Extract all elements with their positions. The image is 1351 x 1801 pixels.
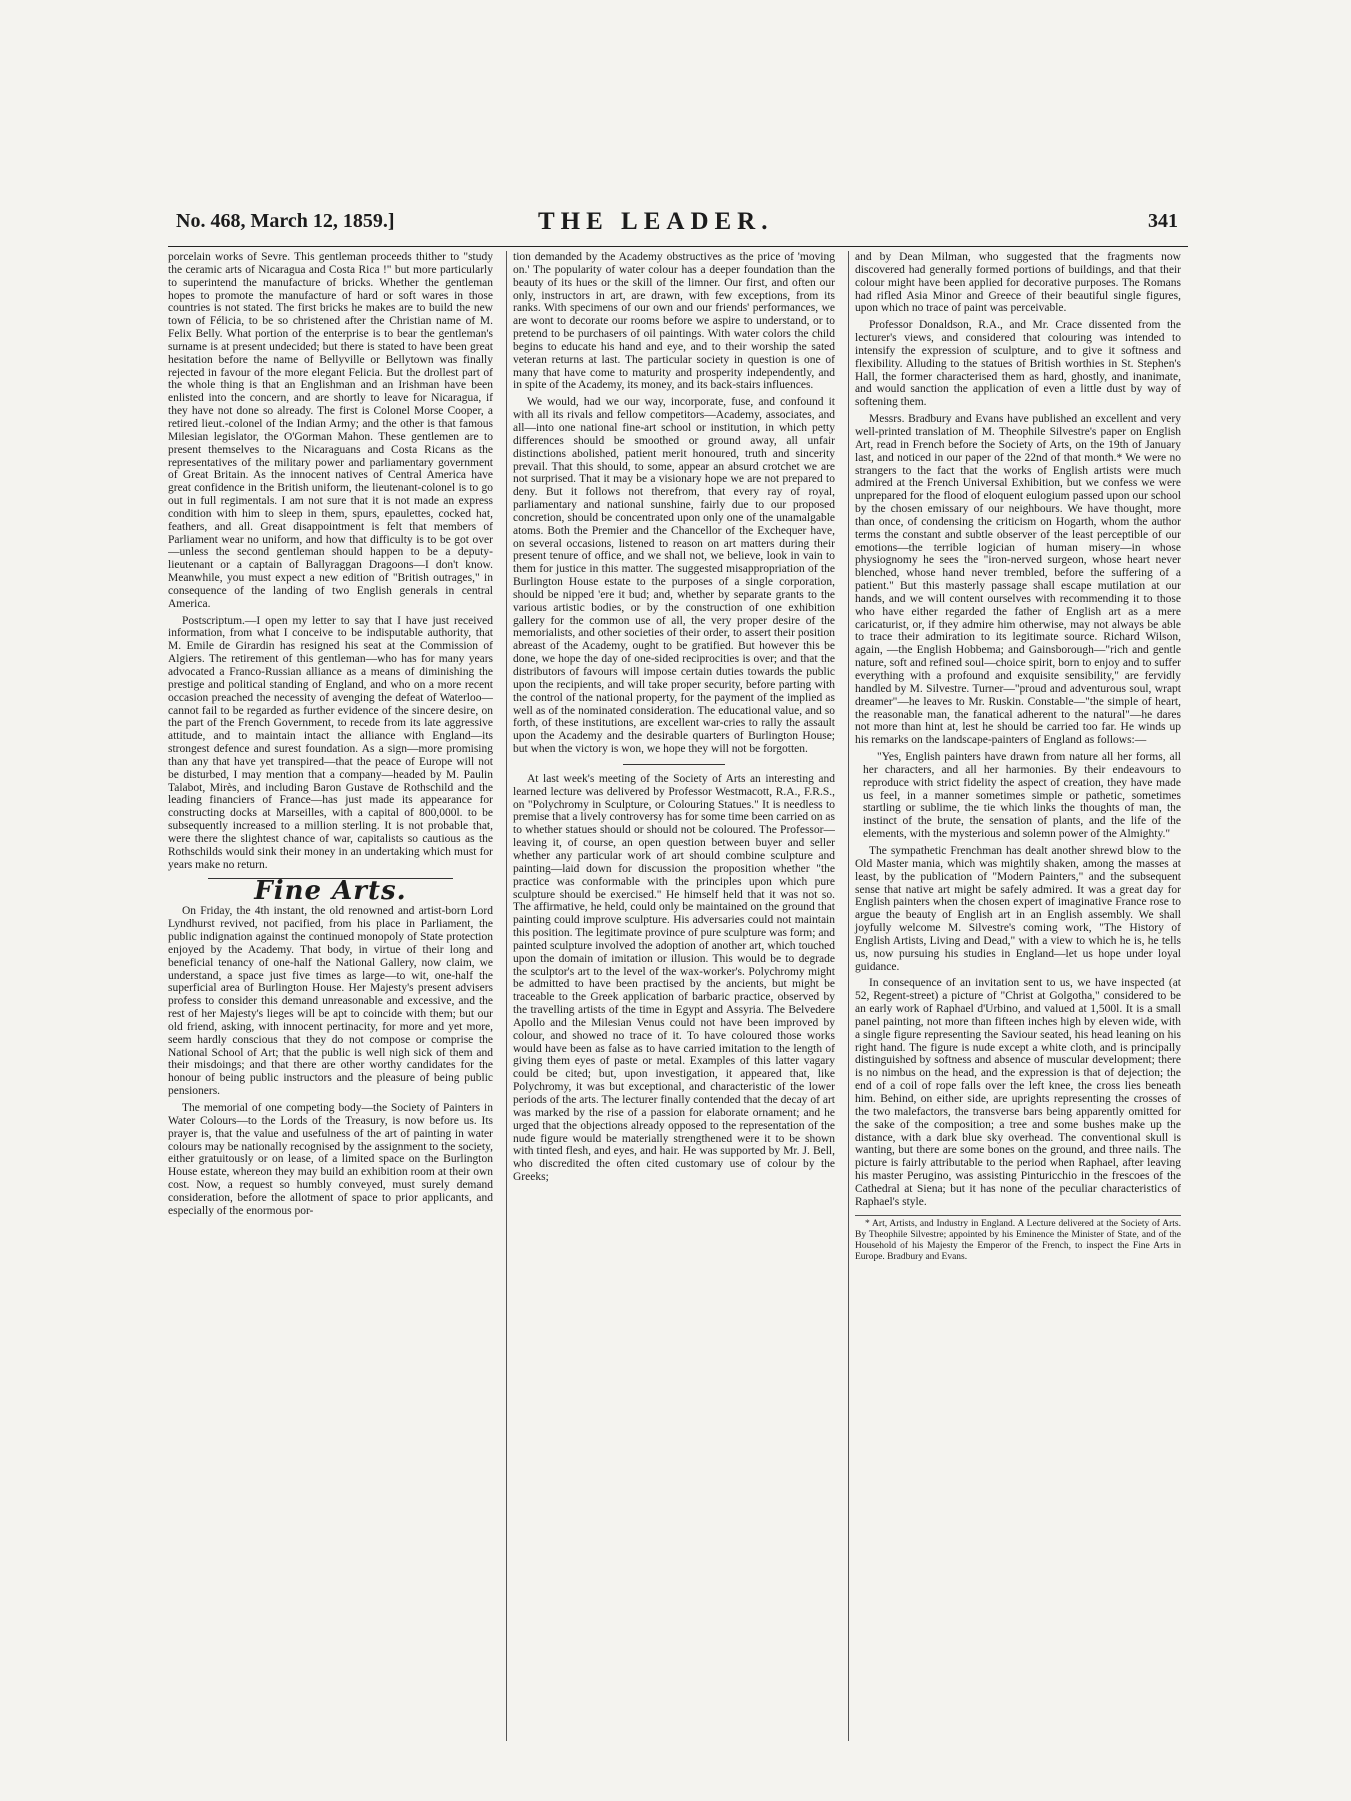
newspaper-page	[168, 208, 1188, 1262]
paragraph: On Friday, the 4th instant, the old renowned and artist-born Lord Lyndhurst revived, not pacified, from his place in Parliament, the public indignation against the continued monopoly of State protection enjoyed by the Academy. That body, in virtue of their long and beneficial tenancy of one-half the National Gallery, now claim, we understand, a space just five times as large—to wit, one-half the superficial area of Burlington House. Her Majesty's present advisers profess to consider this demand unreasonable and excessive, and the rest of her Majesty's lieges will be apt to coincide with them; but our old friend, asking, with innocent pertinacity, for more and yet more, seem hardly conscious that they do not compose or comprise the National School of Art; that the public is well nigh sick of them and their misdoings; and that there are other worthy candidates for the honour of being public instructors and the pleasure of being public pensioners.	[168, 905, 493, 1098]
paragraph: In consequence of an invitation sent to us, we have inspected (at 52, Regent-street) a picture of "Christ at Golgotha," considered to be an early work of Raphael d'Urbino, and valued at 1,500l. It is a small panel painting, not more than fifteen inches high by eleven wide, with a single figure representing the Saviour seated, his head leaning on his right hand. The figure is nude except a white cloth, and is principally distinguished by softness and absence of muscular development; there is no nimbus on the head, and the expression is that of dejection; the end of a coil of rope falls over the left knee, the cross lies beneath him. Behind, on either side, are uprights representing the crosses of the two malefactors, the transverse bars being apparently omitted for the sake of the composition; a tree and some bushes make up the distance, with a dark blue sky overhead. The conventional skull is wanting, but there are some bones on the ground, and three nails. The picture is fairly attributable to the period when Raphael, after leaving his master Perugino, was assisting Pinturicchio in the frescoes of the Cathedral at Siena; but it has none of the peculiar characteristics of Raphael's style.	[855, 977, 1181, 1208]
paragraph: The memorial of one competing body—the Society of Painters in Water Colours—to the Lords of the Treasury, is now before us. Its prayer is, that the value and usefulness of the art of painting in water colours may be nationally recognised by the assignment to the society, either gratuitously or on lease, of a limited space on the Burlington House estate, whereon they may build an exhibition room at their own cost. Now, a request so humbly conveyed, must surely demand consideration, before the allotment of space to prior applicants, and especially of the enormous por-	[168, 1102, 493, 1217]
masthead-title: THE LEADER.	[538, 208, 774, 235]
issue-date: No. 468, March 12, 1859.]	[176, 210, 395, 232]
paragraph: We would, had we our way, incorporate, fuse, and confound it with all its rivals and fellow competitors—Academy, associates, and all—into one national fine-art school or institution, in which petty differences should be smoothed or ground away, all unfair distinctions abolished, patient merit honoured, truth and sincerity prevail. That this should, to some, appear an absurd crotchet we are not surprised. That it may be a visionary hope we are not prepared to deny. But it follows not therefrom, that every ray of royal, parliamentary and national sunshine, fairly due to our proposed concretion, should be concentrated upon only one of the unamalgable atoms. Both the Premier and the Chancellor of the Exchequer have, on several occasions, listened to reason on art matters during their present tenure of office, and we shall not, we believe, look in vain to them for justice in this matter. The suggested misappropriation of the Burlington House estate to the purposes of a single corporation, should be nipped 'ere it bud; and, whether by separate grants to the various artistic bodies, or by the construction of one exhibition gallery for the common use of all, the very proper desire of the memorialists, and other societies of their order, to assert their position abreast of the Academy, ought to be gratified. But however this be done, we hope the day of one-sided reciprocities is over; and that the distributors of favours will impose certain duties towards the public upon the recipients, and will take proper security, before parting with the control of the national property, for the payment of the implied as well as of the nominated consideration. The educational value, and so forth, of these institutions, are excellent war-cries to rally the assault upon the Academy and the desirable quarters of Burlington House; but when the victory is won, we hope they will not be forgotten.	[513, 396, 835, 756]
paragraph: Professor Donaldson, R.A., and Mr. Crace dissented from the lecturer's views, and considered that colouring was intended to intensify the expression of sculpture, and to give it softness and flexibility. Alluding to the statues of British worthies in St. Stephen's Hall, the former characterised them as hard, ghostly, and inanimate, and would sanction the application of even a little dust by way of softening them.	[855, 319, 1181, 409]
paragraph: tion demanded by the Academy obstructives as the price of 'moving on.' The popularity of water colour has a deeper foundation than the beauty of its hues or the skill of the limner. Our first, and often our only, instructors in art, are drawn, with few exceptions, from its ranks. With specimens of our own and our friends' performances, we are wont to decorate our rooms before we aspire to understand, or to pretend to be purchasers of oil paintings. With water colors the child begins to educate his hand and eye, and to their worship the sated veteran returns at last. The particular society in question is one of many that have come to maturity and prosperity independently, and in spite of the Academy, its money, and its back-stairs influences.	[513, 251, 835, 392]
page-number: 341	[1148, 210, 1178, 232]
footnote-text: * Art, Artists, and Industry in England. A Lecture delivered at the Society of Arts. By Theophile Silvestre; appointed by his Eminence the Minister of State, and of the Household of his Majesty the Emperor of the French, to inspect the Fine Arts in Europe. Bradbury and Evans.	[855, 1218, 1181, 1262]
paragraph: At last week's meeting of the Society of Arts an interesting and learned lecture was delivered by Professor Westmacott, R.A., F.R.S., on "Polychromy in Sculpture, or Colouring Statues." It is needless to premise that a lively controversy has for some time been carried on as to whether statues should or should not be coloured. The Professor—leaving it, of course, an open question between buyer and seller whether any particular work of art should combine sculpture and painting—laid down for discussion the proposition whether "the practice was conformable with the principles upon which pure sculpture should be exercised." He himself held that it was not so. The affirmative, he held, could only be maintained on the ground that painting could improve sculpture. His adversaries could not maintain this position. The legitimate province of pure sculpture was form; and painted sculpture involved the adoption of another art, which touched upon the domain of imitation or illusion. This would be to degrade the sculptor's art to the level of the wax-worker's. Polychromy might be admitted to have been practised by the ancients, but might be traceable to the Greek application of barbaric practice, observed by the travelling artists of the time in Egypt and Assyria. The Belvedere Apollo and the Milesian Venus could not have been improved by colour, and showed no trace of it. To have coloured those works would have been as false as to have carried imitation to the length of giving them eyes of paste or metal. Examples of this latter vagary could be cited; but, upon investigation, it appeared that, like Polychromy, it was but exceptional, and characteristic of the lower periods of the arts. The lecturer finally contended that the decay of art was marked by the rise of a passion for elaborate ornament; and he urged that the objections already opposed to the representation of the nude figure would be materially strengthened were it to be shown with tinted flesh, and eyes, and hair. He was supported by Mr. J. Bell, who discredited the often cited customary use of colour by the Greeks;	[513, 772, 835, 1184]
footnote	[855, 1215, 1181, 1263]
paragraph: porcelain works of Sevre. This gentleman proceeds thither to "study the ceramic arts of Nicaragua and Costa Rica !" but more particularly to superintend the manufacture of bricks. Whether the gentleman hopes to promote the manufacture of hard or soft wares in those countries is not stated. The first bricks he makes are to build the new town of Félicia, to be so christened after the Christian name of M. Felix Belly. What portion of the enterprise is to bear the gentleman's surname is at present undecided; but there is stated to have been great hesitation before the name of Bellyville or Bellytown was finally rejected in favour of the more elegant Felicia. But the drollest part of the whole thing is that an Englishman and an Irishman have been enlisted into the concern, and are shortly to leave for Nicaragua, if they have not done so already. The first is Colonel Morse Cooper, a retired lieut.-colonel of the Indian Army; and the other is that famous Milesian legislator, the O'Gorman Mahon. These gentlemen are to present themselves to the Nicaraguans and Costa Ricans as the representatives of the military power and parliamentary government of Great Britain. As the innocent natives of Central America have great confidence in the British uniform, the lieutenant-colonel is to go out in full regimentals. I am not sure that it is not made an express condition with him to sleep in them, spurs, epaulettes, cocked hat, feathers, and all. Great disappointment is felt that members of Parliament wear no uniform, and how that difficulty is to be got over—unless the second gentleman should happen to be a deputy-lieutenant or a captain of Ballyraggan Dragoons—I don't know. Meanwhile, you must expect a new edition of "British outrages," in consequence of the landing of two English generals in central America.	[168, 251, 493, 610]
paragraph: Postscriptum.—I open my letter to say that I have just received information, from what I conceive to be indisputable authority, that M. Emile de Girardin has resigned his seat at the Commission of Algiers. The retirement of this gentleman—who has for many years advocated a Franco-Russian alliance as a means of diminishing the prestige and political standing of England, and who on a more recent occasion preached the necessity of avenging the defeat of Waterloo—cannot fail to be regarded as further evidence of the sincere desire, on the part of the French Government, to recede from its late aggressive attitude, and to maintain intact the alliance with England—its strongest defence and surest foundation. As a sign—more promising than any that have yet transpired—that the peace of Europe will not be disturbed, I may mention that a company—headed by M. Paulin Talabot, Mirès, and including Baron Gustave de Rothschild and the leading financiers of France—has just made its appearance for constructing docks at Marseilles, with a capital of 800,000l. to be subsequently increased to a million sterling. It is not probable that, were there the slightest chance of war, capitalists so cautious as the Rothschilds would sink their money in an undertaking which must for years make no return.	[168, 614, 493, 871]
section-divider	[623, 764, 725, 765]
page-header	[168, 208, 1188, 247]
paragraph: The sympathetic Frenchman has dealt another shrewd blow to the Old Master mania, which was mightily shaken, among the masses at least, by the publication of "Modern Painters," and the subsequent sense that native art might be safely admired. It was a great day for English painters when the chosen expert of imaginative France rose to argue the beauty of English art in an English assembly. We shall joyfully welcome M. Silvestre's coming work, "The History of English Artists, Living and Dead," with a view to which he is, he tells us, now pursuing his studies in England—let us hope under loyal guidance.	[855, 844, 1181, 973]
column-3	[848, 251, 1181, 1741]
paragraph: and by Dean Milman, who suggested that the fragments now discovered had generally formed portions of buildings, and that their colour might have been applied for decorative purposes. The Romans had rifled Asia Minor and Greece of their beautiful single figures, upon which no trace of paint was perceivable.	[855, 251, 1181, 315]
column-1	[168, 251, 493, 1741]
quotation: "Yes, English painters have drawn from nature all her forms, all her characters, and all her harmonies. By their endeavours to reproduce with strict fidelity the aspect of creation, they have made us feel, in a manner sometimes simple or pathetic, sometimes startling or sublime, the tie which links the thoughts of man, the instinct of the brute, the sensation of plants, and the life of the elements, with the mysterious and solemn power of the Almighty."	[863, 751, 1181, 841]
section-heading: Fine Arts.	[254, 875, 407, 906]
paragraph: Messrs. Bradbury and Evans have published an excellent and very well-printed translation of M. Theophile Silvestre's paper on English Art, read in French before the Society of Arts, on the 19th of January last, and noticed in our paper of the 22nd of that month.* We were no strangers to the fact that the works of English artists were much admired at the French Universal Exhibition, but we confess we were unprepared for the flood of eloquent eulogium passed upon our school by the chosen emissary of our neighbours. We have thought, more than once, of condensing the criticism on Hogarth, whom the author terms the constant and subtle observer of the least perceptible of our emotions—the terrible logician of human misery—in whose physiognomy he sees the "iron-nerved surgeon, whose heart never blenched, whose hand never trembled, before the suffering of a patient." But this masterly passage shall escape mutilation at our hands, and we will content ourselves with recommending it to those who have either regarded the father of English art as a mere caricaturist, or, if they admire him otherwise, may not always be able to trace their admiration to its legitimate source. Richard Wilson, again, —the English Hobbema; and Gainsborough—"rich and gentle nature, soft and refined soul—choice spirit, born to enjoy and to suffer everything with a profound and exquisite sensibility," are fervidly handled by M. Silvestre. Turner—"proud and adventurous soul, wrapt dreamer"—he leaves to Mr. Ruskin. Constable—"the simple of heart, the reasonable man, the fanatical adherent to the natural"—he dares not more than hint at, lest he should be carried too far. He winds up his remarks on the landscape-painters of England as follows:—	[855, 413, 1181, 747]
column-2	[506, 251, 835, 1741]
